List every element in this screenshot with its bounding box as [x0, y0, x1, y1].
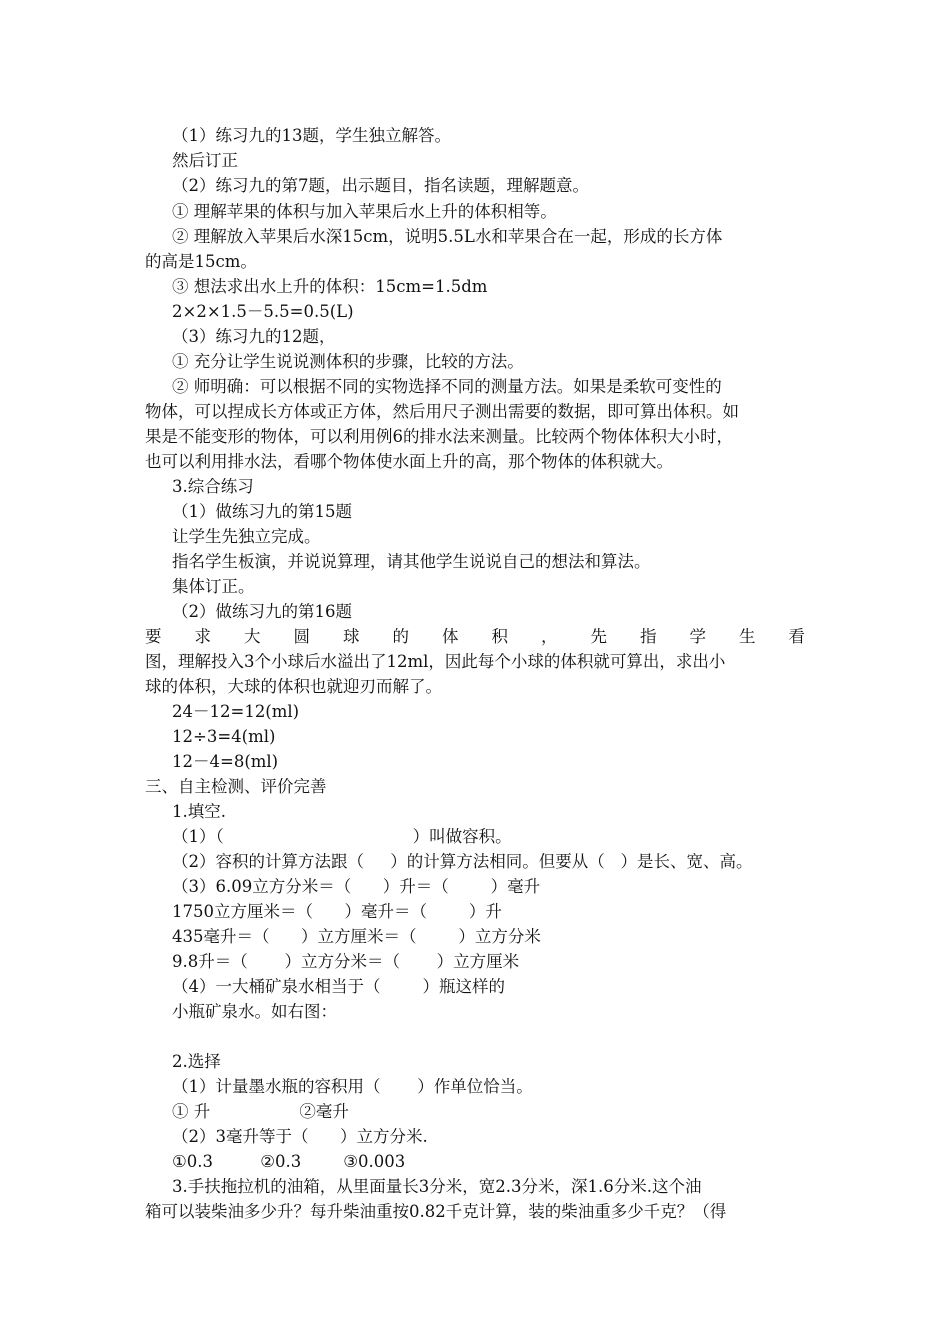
- text-line: ② 理解放入苹果后水深15cm，说明5.5L水和苹果合在一起，形成的长方体: [172, 227, 723, 246]
- text-line: 让学生先独立完成。: [172, 527, 321, 546]
- text-line: 果是不能变形的物体，可以利用例6的排水法来测量。比较两个物体体积大小时，: [145, 427, 733, 446]
- char: 生: [739, 627, 756, 646]
- text-line: ③ 想法求出水上升的体积：15cm=1.5dm: [172, 277, 488, 296]
- text-line: 箱可以装柴油多少升？每升柴油重按0.82千克计算，装的柴油重多少千克？（得: [145, 1202, 727, 1221]
- text-line: 12÷3=4(ml): [172, 727, 276, 746]
- text-line: 3.综合练习: [172, 477, 254, 496]
- text-line: 然后订正: [172, 151, 238, 170]
- text-line: 1750立方厘米＝（ ）毫升＝（ ）升: [172, 902, 502, 921]
- text-line: 1.填空.: [172, 802, 226, 821]
- char: 学: [689, 627, 706, 646]
- text-line: （2）练习九的第7题，出示题目，指名读题，理解题意。: [172, 176, 589, 195]
- text-line: 图，理解投入3个小球后水溢出了12ml，因此每个小球的体积就可算出，求出小: [145, 652, 726, 671]
- char: 指: [640, 627, 657, 646]
- char: 求: [194, 627, 211, 646]
- text-line: （1）计量墨水瓶的容积用（ ）作单位恰当。: [172, 1077, 533, 1096]
- text-line: （2）容积的计算方法跟（ ）的计算方法相同。但要从（ ）是长、宽、高。: [172, 852, 753, 871]
- text-line: 24－12=12(ml): [172, 702, 300, 721]
- section-heading: 三、自主检测、评价完善: [145, 777, 327, 796]
- char: 要: [145, 627, 162, 646]
- text-line: 2.选择: [172, 1052, 221, 1071]
- text-line: ① 升 ②毫升: [172, 1102, 349, 1121]
- text-line: （1）练习九的13题，学生独立解答。: [172, 126, 451, 145]
- text-line: 3.手扶拖拉机的油箱，从里面量长3分米，宽2.3分米，深1.6分米.这个油: [172, 1177, 702, 1196]
- char: 看: [788, 627, 805, 646]
- text-line: （2）做练习九的第16题: [172, 602, 352, 621]
- text-line: 435毫升＝（ ）立方厘米＝（ ）立方分米: [172, 927, 541, 946]
- char: 积: [491, 627, 508, 646]
- text-line: 小瓶矿泉水。如右图：: [172, 1002, 337, 1021]
- text-line: （1）（ ）叫做容积。: [172, 827, 512, 846]
- text-line: （2）3毫升等于（ ）立方分米.: [172, 1127, 428, 1146]
- text-line: （3）练习九的12题，: [172, 327, 336, 346]
- text-line: 指名学生板演，并说说算理，请其他学生说说自己的想法和算法。: [172, 552, 651, 571]
- text-line: ① 理解苹果的体积与加入苹果后水上升的体积相等。: [172, 202, 557, 221]
- text-line: ① 充分让学生说说测体积的步骤，比较的方法。: [172, 352, 524, 371]
- char: 球: [343, 627, 360, 646]
- char: 的: [392, 627, 409, 646]
- text-line: 2×2×1.5－5.5=0.5(L): [172, 302, 354, 321]
- text-line: （1）做练习九的第15题: [172, 502, 352, 521]
- text-line: 也可以利用排水法，看哪个物体使水面上升的高，那个物体的体积就大。: [145, 452, 673, 471]
- text-line: 球的体积，大球的体积也就迎刃而解了。: [145, 677, 442, 696]
- text-line: 的高是15cm。: [145, 252, 257, 271]
- char: 体: [442, 627, 459, 646]
- text-line: （4）一大桶矿泉水相当于（ ）瓶这样的: [172, 977, 505, 996]
- char: ，: [541, 627, 558, 646]
- text-line: 12－4=8(ml): [172, 752, 279, 771]
- text-line: 集体订正。: [172, 577, 255, 596]
- text-line: （3）6.09立方分米＝（ ）升＝（ ）毫升: [172, 877, 541, 896]
- char: 先: [590, 627, 607, 646]
- text-line: 物体，可以捏成长方体或正方体，然后用尺子测出需要的数据，即可算出体积。如: [145, 402, 739, 421]
- char: 大: [244, 627, 261, 646]
- text-line: ② 师明确：可以根据不同的实物选择不同的测量方法。如果是柔软可变性的: [172, 377, 722, 396]
- text-line: ①0.3 ②0.3 ③0.003: [172, 1152, 406, 1171]
- char: 圆: [293, 627, 310, 646]
- text-line: 9.8升＝（ ）立方分米＝（ ）立方厘米: [172, 952, 520, 971]
- justified-text-line: [145, 626, 805, 648]
